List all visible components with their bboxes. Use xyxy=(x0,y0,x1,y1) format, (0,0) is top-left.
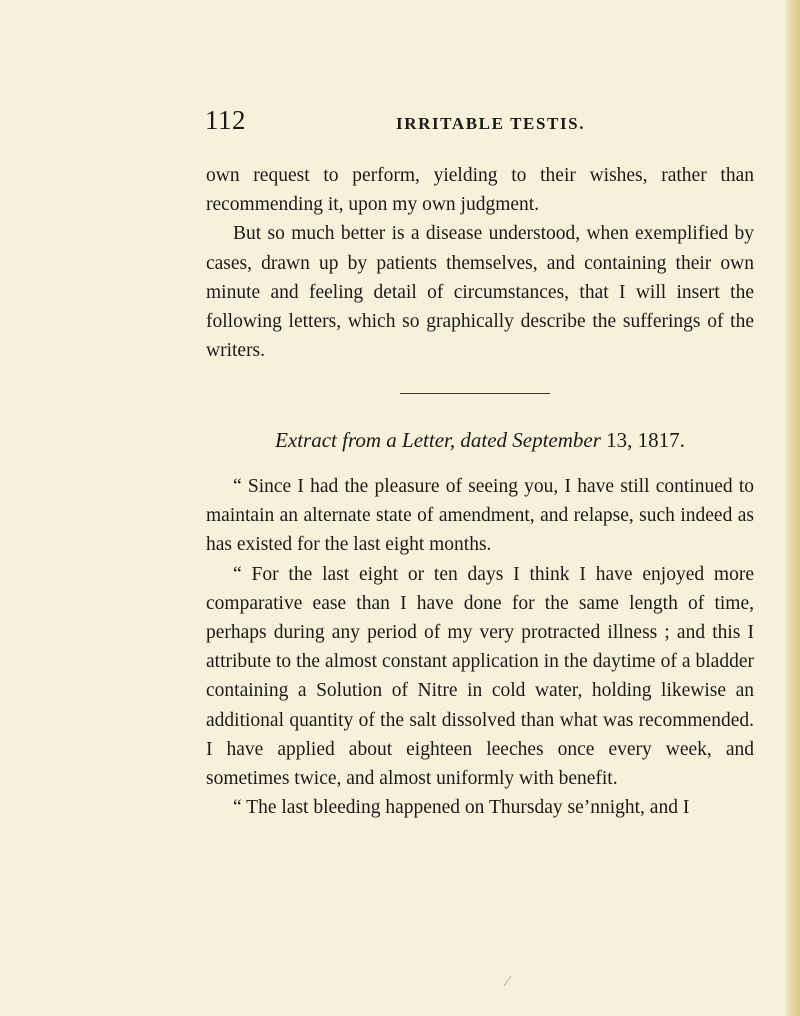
letter-text-block xyxy=(206,472,754,822)
extract-heading-date: 13, 1817. xyxy=(606,428,685,452)
letter-paragraph: “ Since I had the pleasure of seeing you, I have still continued to maintain an alternate state of amendment, and relapse, such indeed as has existed for the last eight months. xyxy=(206,476,754,556)
section-divider xyxy=(400,393,550,394)
letter-paragraph: “ The last bleeding happened on Thursday se’nnight, and I xyxy=(233,797,690,819)
letter-paragraph: “ For the last eight or ten days I think I have enjoyed more comparative ease than I have done for the same length of time, perhaps during any period of my very protracted illness ; and this I attribute to the almost constant application in the daytime of a bladder containing a Solution of Nitre in cold water, holding likewise an additional quantity of the salt dissolved than what was recommended. I have applied about eighteen leeches once every week, and sometimes twice, and almost uniformly with benefit. xyxy=(206,563,754,790)
page-edge-shadow xyxy=(786,0,800,1016)
ink-mark xyxy=(504,976,512,986)
opening-text-block xyxy=(206,161,754,365)
paragraph-continuation: own request to perform, yielding to their wishes, rather than recommending it, upon my own judgment. xyxy=(206,165,754,216)
running-title: IRRITABLE TESTIS. xyxy=(396,114,586,133)
paragraph-introduction: But so much better is a disease understood, when exemplified by cases, drawn up by patients themselves, and containing their own minute and feeling detail of circumstances, that I will insert the following letters, which so graphically describe the sufferings of the writers. xyxy=(206,223,754,362)
extract-heading xyxy=(206,426,754,454)
page-number: 112 xyxy=(205,105,246,135)
extract-heading-title: Extract from a Letter, dated September xyxy=(275,428,601,452)
